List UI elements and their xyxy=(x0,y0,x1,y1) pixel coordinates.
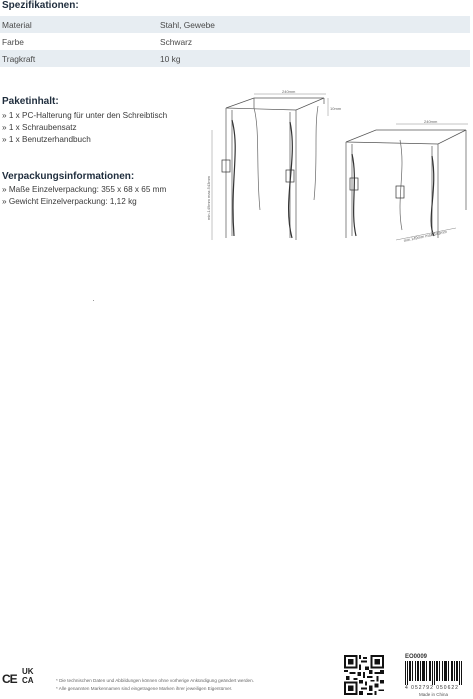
list-item: » 1 x PC-Halterung für unter den Schreibtisch xyxy=(2,111,168,120)
list-item: » Gewicht Einzelverpackung: 1,12 kg xyxy=(2,197,137,206)
spec-value: Schwarz xyxy=(160,36,193,47)
packaging-info-title: Verpackungsinformationen: xyxy=(2,171,135,182)
dim-width-label: 240mm xyxy=(282,90,296,94)
list-item: » 1 x Benutzerhandbuch xyxy=(2,135,91,144)
disclaimer xyxy=(56,677,254,693)
spec-key: Material xyxy=(2,19,32,30)
dim-width-right-label: 240mm xyxy=(424,119,438,124)
dim-height-label: min.149mm max.543mm xyxy=(206,175,211,220)
ce-mark: CE xyxy=(2,672,17,686)
packaging-info-list xyxy=(2,184,166,208)
origin-label: Made in China xyxy=(419,692,449,697)
package-contents-list xyxy=(2,110,167,146)
specifications-table xyxy=(0,16,470,67)
ukca-top: UK xyxy=(22,667,34,676)
spec-key: Farbe xyxy=(2,36,24,47)
barcode-number: 4 052792 050622 xyxy=(405,685,459,691)
ukca-bottom: CA xyxy=(22,675,34,685)
product-code: EO0009 xyxy=(405,654,428,660)
specifications-title: Spezifikationen: xyxy=(2,0,79,11)
dim-side-label: 10mm xyxy=(330,106,342,111)
disclaimer-line-2: * Alle genannten Markennamen sind eingetragene Marken ihrer jeweiligen Eigentümer. xyxy=(56,686,233,691)
spec-value: 10 kg xyxy=(160,53,181,64)
spec-row-capacity xyxy=(0,50,470,67)
qr-code xyxy=(344,655,384,695)
list-item: » Maße Einzelverpackung: 355 x 68 x 65 mm xyxy=(2,185,167,194)
spec-key: Tragkraft xyxy=(2,53,36,64)
spec-value: Stahl, Gewebe xyxy=(160,19,215,30)
list-item: » 1 x Schraubensatz xyxy=(2,123,77,132)
disclaimer-line-1: * Die technischen Daten und Abbildungen können ohne vorherige Ankündigung geändert werden. xyxy=(56,678,254,683)
barcode xyxy=(405,661,463,685)
stray-dot xyxy=(93,300,94,301)
package-contents-title: Paketinhalt: xyxy=(2,96,59,107)
spec-row-color xyxy=(0,33,470,50)
product-illustration xyxy=(196,90,472,262)
dim-depth-label: min.149mm max.543mm xyxy=(403,228,448,243)
spec-row-material xyxy=(0,16,470,33)
ukca-mark xyxy=(22,668,38,692)
